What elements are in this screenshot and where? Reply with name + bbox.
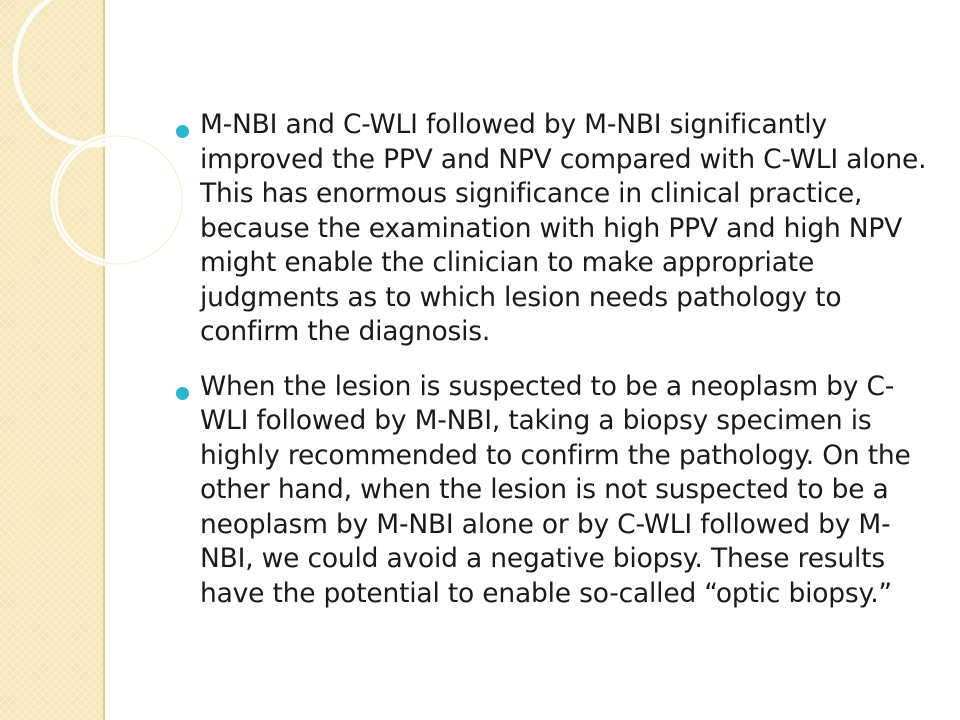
bullet-text: M-NBI and C-WLI followed by M-NBI significantly improved the PPV and NPV compared with C-WLI alone. This has enormous significance in clinical practice, because the examination with high PPV and high NPV might enable the clinician to make appropriate judgments as to which lesion needs pathology to confirm the diagnosis. [200, 109, 927, 347]
bullet-icon [176, 387, 189, 400]
bullet-text: When the lesion is suspected to be a neoplasm by C-WLI followed by M-NBI, taking a biopsy specimen is highly recommended to confirm the pathology. On the other hand, when the lesion is not suspected to be a neoplasm by M-NBI alone or by C-WLI followed by M-NBI, we could avoid a negative biopsy. These results have the potential to enable so-called “optic biopsy.” [200, 370, 911, 609]
bullet-list [168, 108, 938, 631]
bullet-icon [176, 125, 189, 138]
bullet-item [168, 370, 938, 612]
bullet-item [168, 108, 938, 350]
